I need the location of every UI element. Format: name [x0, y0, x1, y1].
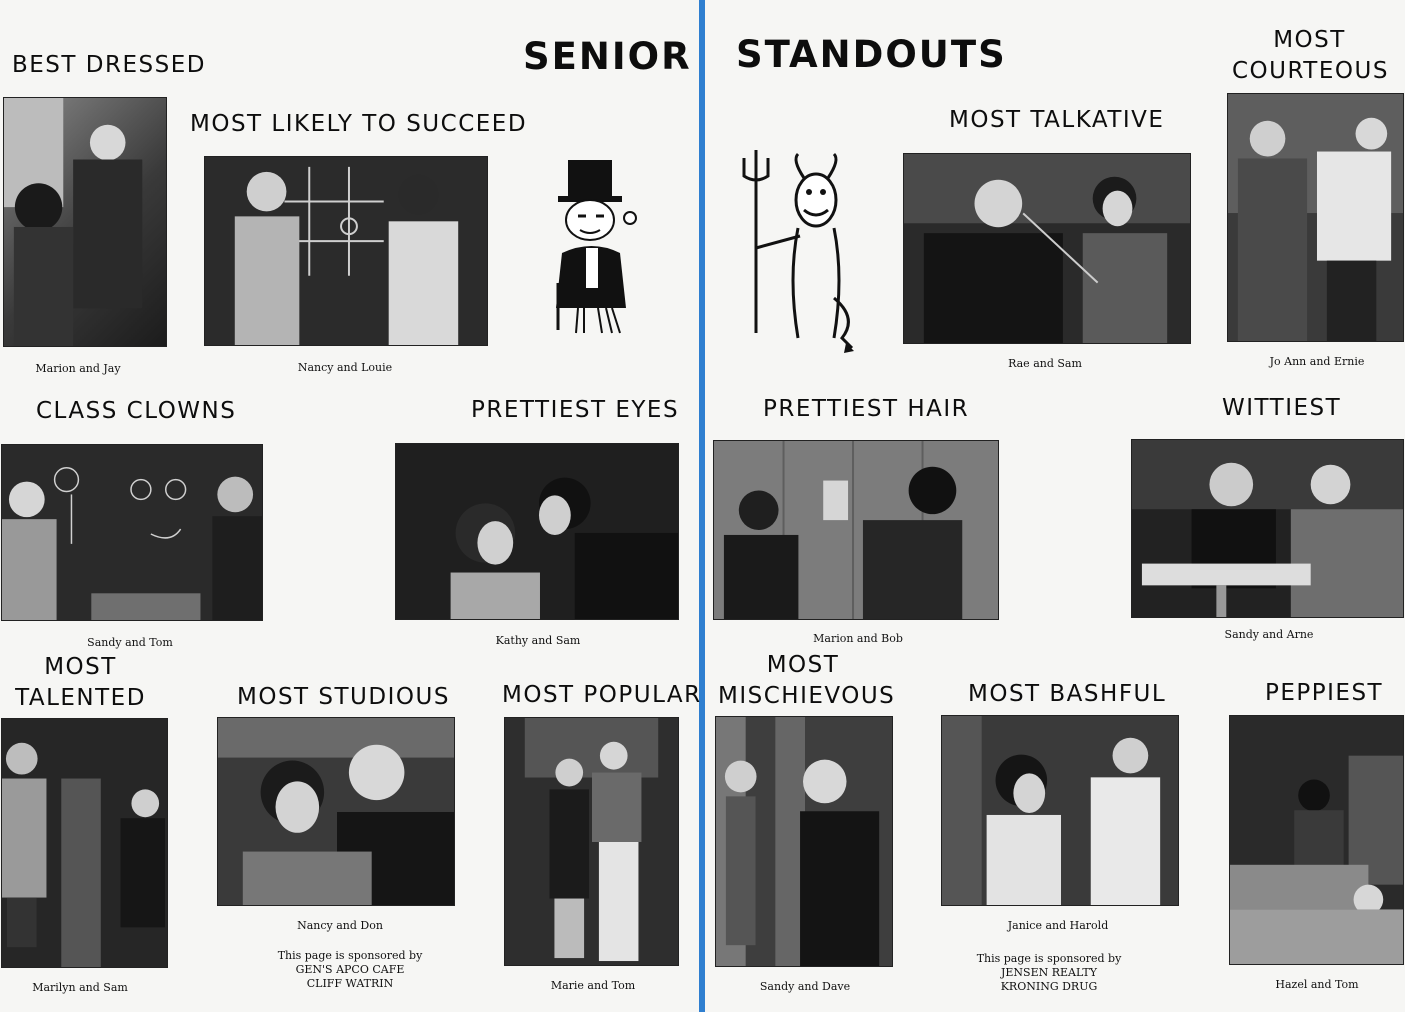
photo-best-dressed — [3, 97, 167, 347]
label-most-mischievous-line2: MISCHIEVOUS — [718, 683, 896, 709]
caption-most-likely-to-succeed: Nancy and Louie — [297, 361, 393, 374]
caption-most-popular: Marie and Tom — [550, 979, 636, 992]
label-most-bashful: MOST BASHFUL — [968, 681, 1167, 707]
sponsor-left-line3: CLIFF WATRIN — [306, 977, 394, 990]
caption-class-clowns: Sandy and Tom — [87, 636, 173, 649]
caption-peppiest: Hazel and Tom — [1275, 978, 1359, 991]
photo-peppiest — [1229, 715, 1404, 965]
page-title-senior: SENIOR — [523, 35, 692, 78]
label-prettiest-eyes: PRETTIEST EYES — [471, 397, 680, 423]
label-most-studious: MOST STUDIOUS — [237, 684, 450, 710]
photo-most-mischievous — [715, 716, 893, 967]
page-gutter — [699, 0, 705, 1012]
label-peppiest: PEPPIEST — [1265, 680, 1384, 706]
caption-most-mischievous: Sandy and Dave — [759, 980, 851, 993]
photo-most-talented — [1, 718, 168, 968]
sponsor-left — [255, 949, 445, 991]
caption-most-talented: Marilyn and Sam — [32, 981, 128, 994]
caption-best-dressed: Marion and Jay — [35, 362, 121, 375]
photo-most-talkative — [903, 153, 1191, 344]
label-best-dressed: BEST DRESSED — [12, 52, 206, 78]
photo-wittiest — [1131, 439, 1404, 618]
label-wittiest: WITTIEST — [1222, 395, 1342, 421]
label-most-mischievous — [718, 650, 896, 712]
caption-most-bashful: Janice and Harold — [1007, 919, 1109, 932]
label-class-clowns: CLASS CLOWNS — [36, 398, 237, 424]
label-most-popular: MOST POPULAR — [502, 682, 702, 708]
label-prettiest-hair: PRETTIEST HAIR — [763, 396, 970, 422]
caption-most-courteous: Jo Ann and Ernie — [1269, 355, 1365, 368]
label-most-talented — [13, 652, 148, 714]
photo-most-courteous — [1227, 93, 1404, 342]
caption-most-studious: Nancy and Don — [297, 919, 383, 932]
photo-most-popular — [504, 717, 679, 966]
photo-prettiest-eyes — [395, 443, 679, 620]
label-most-mischievous-line1: MOST — [766, 652, 840, 678]
label-most-courteous — [1232, 25, 1387, 87]
page-title-standouts: STANDOUTS — [736, 33, 1007, 76]
sponsor-right-line2: JENSEN REALTY — [1000, 966, 1097, 979]
label-most-courteous-line2: COURTEOUS — [1232, 58, 1389, 84]
label-most-likely-to-succeed: MOST LIKELY TO SUCCEED — [190, 111, 528, 137]
photo-class-clowns — [1, 444, 263, 621]
caption-prettiest-eyes: Kathy and Sam — [495, 634, 581, 647]
sponsor-left-line2: GEN'S APCO CAFE — [295, 963, 405, 976]
photo-most-bashful — [941, 715, 1179, 906]
photo-most-likely-to-succeed — [204, 156, 488, 346]
label-most-courteous-line1: MOST — [1273, 27, 1346, 53]
sponsor-right — [956, 952, 1142, 994]
label-most-talented-line2: TALENTED — [15, 685, 146, 711]
label-most-talented-line1: MOST — [44, 654, 117, 680]
caption-wittiest: Sandy and Arne — [1224, 628, 1314, 641]
sponsor-left-line1: This page is sponsored by — [277, 949, 423, 962]
sponsor-right-line3: KRONING DRUG — [1000, 980, 1098, 993]
photo-prettiest-hair — [713, 440, 999, 620]
sponsor-right-line1: This page is sponsored by — [976, 952, 1122, 965]
caption-prettiest-hair: Marion and Bob — [813, 632, 903, 645]
devil-with-pitchfork-icon — [742, 148, 858, 354]
label-most-talkative: MOST TALKATIVE — [949, 107, 1165, 133]
top-hat-gentleman-icon — [548, 158, 652, 338]
photo-most-studious — [217, 717, 455, 906]
caption-most-talkative: Rae and Sam — [1008, 357, 1082, 370]
